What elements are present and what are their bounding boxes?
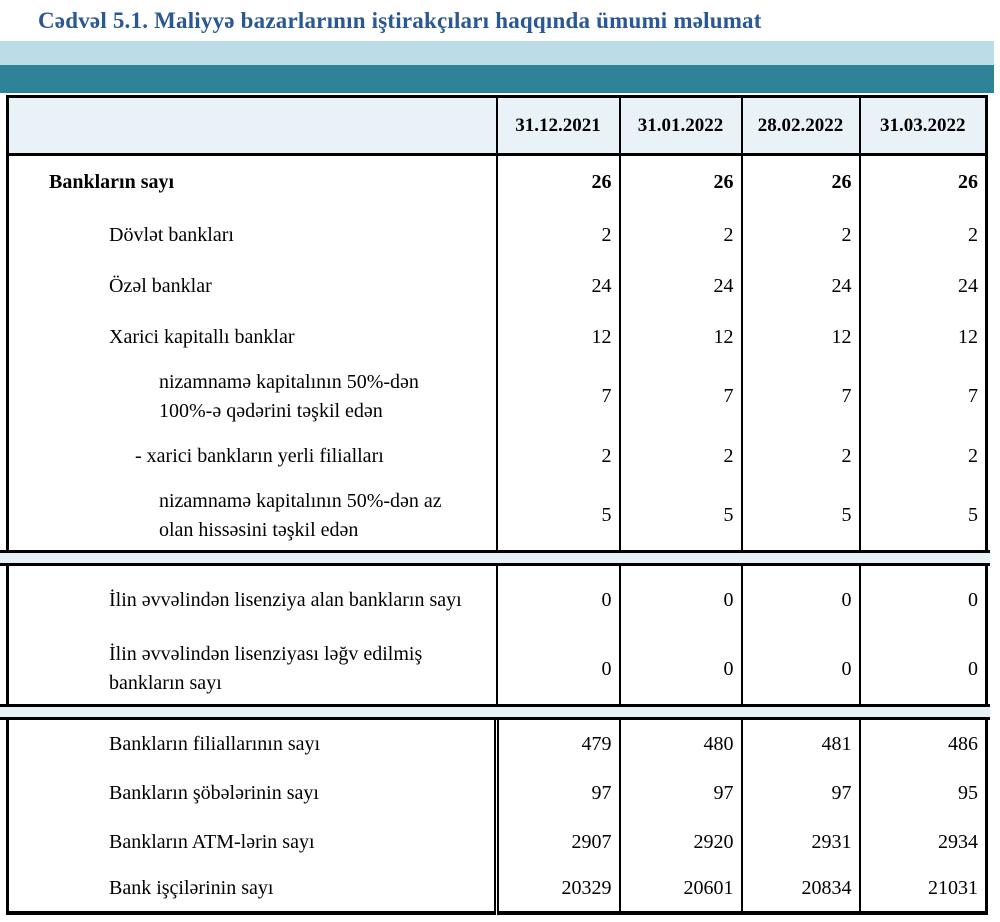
value-cell: 26 bbox=[497, 155, 620, 210]
value-cell: 97 bbox=[742, 769, 860, 818]
column-header-date-2: 31.01.2022 bbox=[620, 97, 742, 155]
value-cell: 95 bbox=[860, 769, 987, 818]
value-cell: 2931 bbox=[742, 818, 860, 867]
column-header-date-3: 28.02.2022 bbox=[742, 97, 860, 155]
value-cell: 0 bbox=[497, 566, 620, 635]
row-label: nizamnamə kapitalının 50%-dən az olan hissəsini təşkil edən bbox=[159, 489, 442, 541]
table-row bbox=[8, 210, 987, 261]
page-title: Cədvəl 5.1. Maliyyə bazarlarının iştirakçıları haqqında ümumi məlumat bbox=[38, 8, 762, 33]
value-cell: 5 bbox=[742, 482, 860, 550]
value-cell: 26 bbox=[620, 155, 742, 210]
table-row bbox=[8, 566, 987, 635]
value-cell: 0 bbox=[742, 635, 860, 704]
value-cell: 480 bbox=[620, 720, 742, 769]
value-cell: 12 bbox=[497, 312, 620, 363]
column-header-date-4: 31.03.2022 bbox=[860, 97, 987, 155]
section-separator bbox=[0, 704, 990, 720]
value-cell: 20601 bbox=[620, 867, 742, 913]
row-label: nizamnamə kapitalının 50%-dən 100%-ə qədərini təşkil edən bbox=[159, 370, 419, 422]
row-label: Bankların sayı bbox=[49, 171, 175, 194]
value-cell: 5 bbox=[497, 482, 620, 550]
value-cell: 2907 bbox=[497, 818, 620, 867]
banks-summary-table-network bbox=[6, 720, 988, 915]
value-cell: 12 bbox=[742, 312, 860, 363]
value-cell: 7 bbox=[497, 363, 620, 431]
value-cell: 0 bbox=[497, 635, 620, 704]
value-cell: 97 bbox=[620, 769, 742, 818]
table-row bbox=[8, 635, 987, 704]
value-cell: 24 bbox=[497, 261, 620, 312]
table-row bbox=[8, 720, 987, 769]
row-label: İlin əvvəlindən lisenziya alan bankların sayı bbox=[109, 588, 462, 611]
table-row bbox=[8, 867, 987, 913]
value-cell: 0 bbox=[860, 635, 987, 704]
row-label: Bankların ATM-lərin sayı bbox=[109, 830, 315, 853]
value-cell: 2934 bbox=[860, 818, 987, 867]
value-cell: 97 bbox=[497, 769, 620, 818]
section-separator bbox=[0, 550, 990, 566]
value-cell: 2 bbox=[620, 210, 742, 261]
value-cell: 481 bbox=[742, 720, 860, 769]
table-row bbox=[8, 431, 987, 482]
value-cell: 7 bbox=[742, 363, 860, 431]
value-cell: 21031 bbox=[860, 867, 987, 913]
value-cell: 2 bbox=[742, 431, 860, 482]
value-cell: 2920 bbox=[620, 818, 742, 867]
banks-summary-table-top bbox=[6, 95, 988, 550]
value-cell: 20834 bbox=[742, 867, 860, 913]
value-cell: 0 bbox=[742, 566, 860, 635]
value-cell: 24 bbox=[742, 261, 860, 312]
value-cell: 2 bbox=[860, 210, 987, 261]
value-cell: 24 bbox=[860, 261, 987, 312]
table-header-row bbox=[8, 97, 987, 155]
column-header-date-1: 31.12.2021 bbox=[497, 97, 620, 155]
empty-header-cell bbox=[8, 97, 497, 155]
row-label: Xarici kapitallı banklar bbox=[109, 325, 295, 348]
value-cell: 479 bbox=[497, 720, 620, 769]
row-label: - xarici bankların yerli filialları bbox=[135, 444, 384, 467]
value-cell: 5 bbox=[860, 482, 987, 550]
table-row bbox=[8, 769, 987, 818]
table-row bbox=[8, 155, 987, 210]
value-cell: 7 bbox=[860, 363, 987, 431]
banks-summary-table-licenses bbox=[6, 566, 988, 704]
row-label: Dövlət bankları bbox=[109, 223, 234, 246]
decorative-band-teal bbox=[0, 65, 994, 93]
value-cell: 12 bbox=[620, 312, 742, 363]
row-label: Özəl banklar bbox=[109, 274, 212, 297]
value-cell: 2 bbox=[620, 431, 742, 482]
value-cell: 2 bbox=[497, 210, 620, 261]
value-cell: 0 bbox=[620, 566, 742, 635]
value-cell: 5 bbox=[620, 482, 742, 550]
row-label: Bankların şöbələrinin sayı bbox=[109, 781, 319, 804]
value-cell: 20329 bbox=[497, 867, 620, 913]
table-row bbox=[8, 312, 987, 363]
row-label: Bank işçilərinin sayı bbox=[109, 877, 274, 899]
value-cell: 24 bbox=[620, 261, 742, 312]
value-cell: 486 bbox=[860, 720, 987, 769]
table-row bbox=[8, 261, 987, 312]
table-row bbox=[8, 482, 987, 550]
value-cell: 26 bbox=[860, 155, 987, 210]
value-cell: 26 bbox=[742, 155, 860, 210]
row-label: Bankların filiallarının sayı bbox=[109, 732, 321, 755]
table-row bbox=[8, 818, 987, 867]
value-cell: 0 bbox=[860, 566, 987, 635]
value-cell: 2 bbox=[497, 431, 620, 482]
decorative-band-light bbox=[0, 41, 994, 65]
value-cell: 7 bbox=[620, 363, 742, 431]
value-cell: 0 bbox=[620, 635, 742, 704]
value-cell: 2 bbox=[742, 210, 860, 261]
row-label: İlin əvvəlindən lisenziyası ləğv edilmiş bankların sayı bbox=[109, 643, 423, 694]
value-cell: 2 bbox=[860, 431, 987, 482]
table-row bbox=[8, 363, 987, 431]
value-cell: 12 bbox=[860, 312, 987, 363]
